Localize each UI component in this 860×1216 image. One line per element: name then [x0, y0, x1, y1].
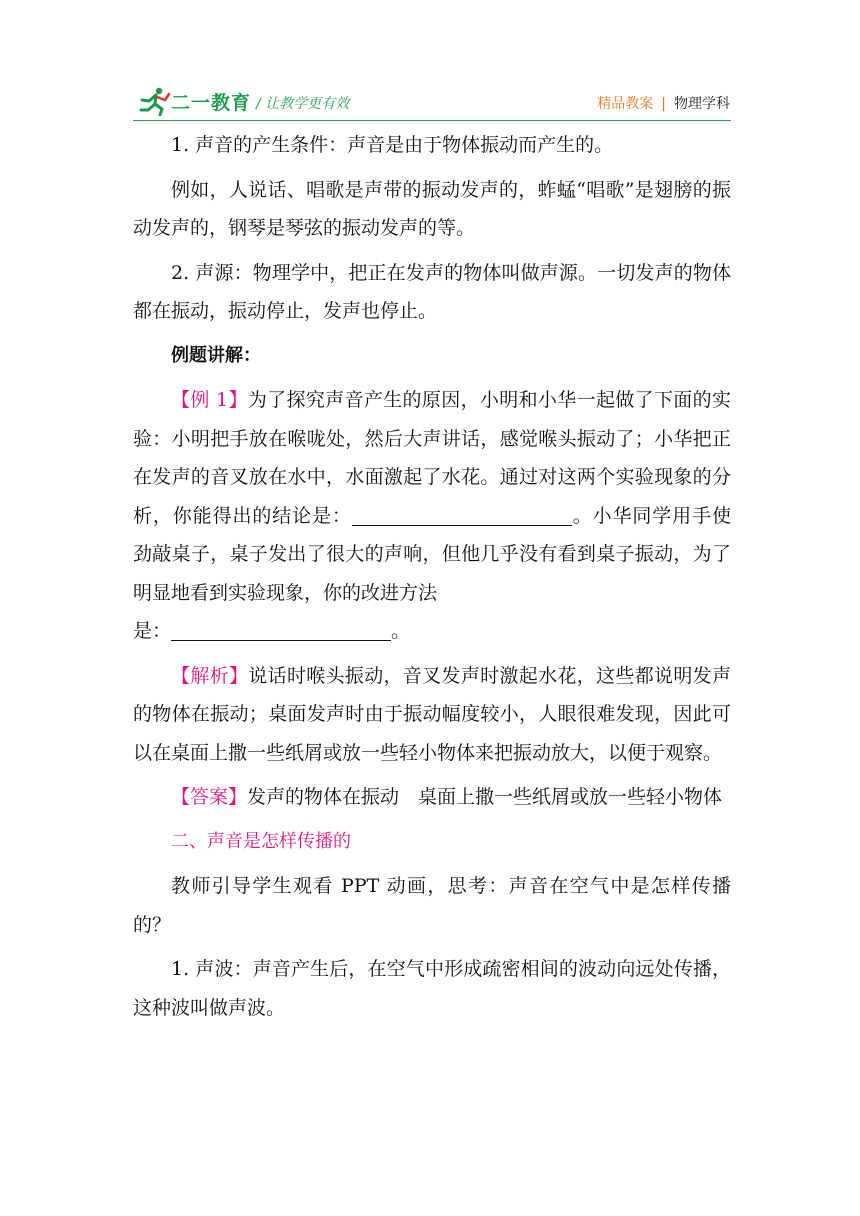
- paragraph-sound-origin: 1. 声音的产生条件：声音是由于物体振动而产生的。: [171, 134, 614, 156]
- example-text-d: 。: [391, 620, 411, 642]
- answer-blank-1: [352, 503, 572, 526]
- answer: [133, 778, 731, 817]
- header-divider: [133, 120, 731, 121]
- analysis-text: 说话时喉头振动，音叉发声时激起水花，这些都说明发声的物体在振动；桌面发声时由于振动幅度较小，人眼很难发现，因此可以在桌面上撒一些纸屑或放一些轻小物体来把振动放大，以便于观察。: [133, 664, 731, 764]
- example-tag: 【例 1】: [171, 389, 248, 411]
- tag-subject: 物理学科: [674, 96, 730, 112]
- tag-lesson-plan: 精品教案: [597, 96, 654, 112]
- example-1: [133, 381, 731, 612]
- logo-text: 二一教育: [171, 92, 252, 114]
- answer-blank-2: [171, 618, 391, 641]
- paragraph-sound-source: 2. 声源：物理学中，把正在发声的物体叫做声源。一切发声的物体都在振动，振动停止，发声也停止。: [133, 261, 731, 322]
- slogan: / 让教学更有效: [256, 96, 350, 112]
- paragraph-examples: 例如，人说话、唱歌是声带的振动发声的，蚱蜢“唱歌”是翅膀的振动发声的，钢琴是琴弦的振动发声的等。: [133, 178, 731, 239]
- example-text-b: 。小华同学用手使劲敲桌子，桌子发出了很大的声响，但他几乎没有看到桌子振动，为了明显地看到实验现象，你的改进方法: [133, 504, 731, 604]
- section-heading-propagation: 二、声音是怎样传播的: [171, 830, 351, 852]
- example-heading: 例题讲解：: [171, 344, 261, 366]
- example-text-c: 是：: [133, 620, 172, 642]
- analysis-tag: 【解析】: [171, 664, 249, 687]
- tag-separator: |: [661, 96, 666, 112]
- paragraph-sound-wave: 1. 声波：声音产生后，在空气中形成疏密相间的波动向远处传播，这种波叫做声波。: [133, 958, 731, 1019]
- runner-icon: [138, 86, 172, 116]
- brand-logo: [138, 86, 258, 116]
- analysis: [133, 657, 731, 773]
- example-1-continued: [133, 612, 731, 651]
- answer-text: 发声的物体在振动 桌面上撒一些纸屑或放一些轻小物体: [247, 786, 723, 808]
- document-body: [133, 126, 731, 1027]
- answer-tag: 【答案】: [171, 786, 248, 808]
- paragraph-ppt-prompt: 教师引导学生观看 PPT 动画，思考：声音在空气中是怎样传播的？: [133, 875, 731, 936]
- header-tags: [597, 93, 730, 113]
- example-text-a: 为了探究声音产生的原因，小明和小华一起做了下面的实验：小明把手放在喉咙处，然后大声讲话，感觉喉头振动了；小华把正在发声的音叉放在水中，水面激起了水花。通过对这两个实验现象的分析，你能得出的结论是：: [133, 389, 731, 527]
- page-header: [138, 86, 730, 116]
